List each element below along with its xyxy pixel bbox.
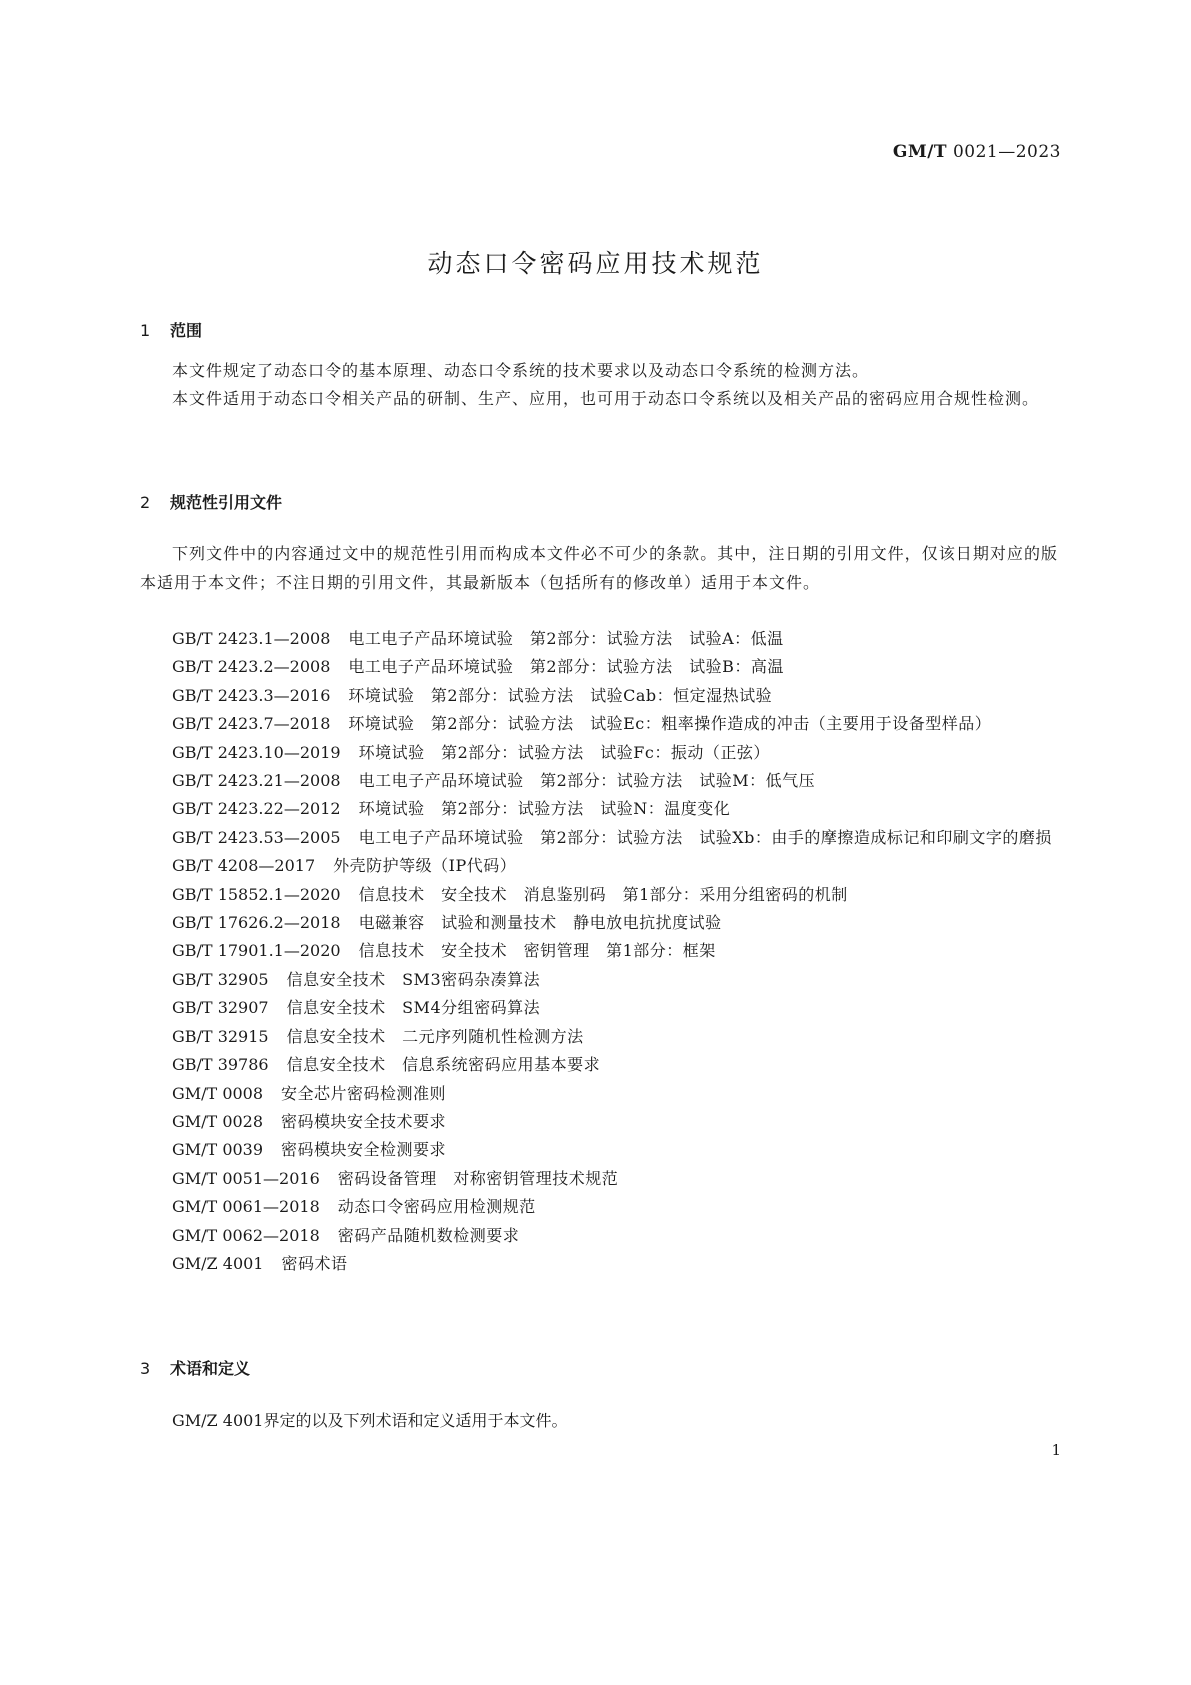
reference-title: 电磁兼容 试验和测量技术 静电放电抗扰度试验	[358, 913, 722, 933]
reference-code: GB/T 2423.2—2008	[172, 657, 331, 677]
reference-code: GB/T 2423.22—2012	[172, 799, 341, 819]
reference-title: 密码模块安全检测要求	[281, 1140, 447, 1160]
section-heading-normative-references	[140, 490, 282, 513]
reference-title: 动态口令密码应用检测规范	[337, 1197, 536, 1217]
reference-item	[140, 653, 1058, 681]
reference-item	[140, 1222, 1058, 1250]
reference-title: 安全芯片密码检测准则	[281, 1083, 447, 1103]
reference-item	[140, 824, 1058, 852]
reference-item	[140, 1136, 1058, 1164]
reference-item	[140, 1193, 1058, 1221]
reference-title: 环境试验 第2部分：试验方法 试验Fc：振动（正弦）	[358, 742, 770, 762]
section-number: 1	[140, 321, 151, 340]
reference-title: 电工电子产品环境试验 第2部分：试验方法 试验A：低温	[348, 629, 784, 648]
section-heading-terms-and-definitions	[140, 1356, 250, 1379]
terms-intro-paragraph: GM/Z 4001界定的以及下列术语和定义适用于本文件。	[172, 1411, 568, 1430]
reference-title: 电工电子产品环境试验 第2部分：试验方法 试验M：低气压	[358, 771, 816, 791]
reference-title: 信息技术 安全技术 密钥管理 第1部分：框架	[358, 941, 716, 961]
scope-paragraph: 本文件规定了动态口令的基本原理、动态口令系统的技术要求以及动态口令系统的检测方法。	[172, 361, 870, 380]
reference-title: 电工电子产品环境试验 第2部分：试验方法 试验Xb：由手的摩擦造成标记和印刷文字的磨损	[358, 827, 1052, 847]
reference-code: GM/T 0028	[172, 1111, 264, 1131]
reference-code: GB/T 2423.3—2016	[172, 685, 331, 705]
reference-item	[140, 795, 1058, 823]
reference-title: 密码产品随机数检测要求	[337, 1225, 520, 1245]
reference-title: 信息安全技术 信息系统密码应用基本要求	[286, 1055, 601, 1075]
references-intro-paragraph: 下列文件中的内容通过文中的规范性引用而构成本文件必不可少的条款。其中，注日期的引用文件，仅该日期对应的版本适用于本文件；不注日期的引用文件，其最新版本（包括所有的修改单）适用于本文件。	[140, 544, 1058, 592]
reference-code: GM/Z 4001	[172, 1253, 264, 1273]
reference-title: 密码术语	[281, 1253, 348, 1273]
reference-title: 信息安全技术 二元序列随机性检测方法	[286, 1026, 584, 1046]
reference-code: GM/T 0039	[172, 1140, 264, 1160]
reference-item	[140, 739, 1058, 767]
reference-title: 密码设备管理 对称密钥管理技术规范	[337, 1168, 619, 1188]
reference-list	[140, 625, 1058, 1278]
reference-code: GB/T 4208—2017	[172, 856, 316, 876]
document-title: 动态口令密码应用技术规范	[427, 249, 764, 278]
page-number: 1	[1051, 1441, 1061, 1459]
reference-title: 信息安全技术 SM4分组密码算法	[286, 998, 541, 1018]
reference-title: 信息技术 安全技术 消息鉴别码 第1部分：采用分组密码的机制	[358, 884, 848, 904]
reference-code: GB/T 2423.7—2018	[172, 714, 331, 734]
reference-title: 密码模块安全技术要求	[281, 1111, 447, 1131]
reference-code: GB/T 17626.2—2018	[172, 913, 341, 933]
section-heading-scope	[140, 318, 202, 341]
reference-item	[140, 966, 1058, 994]
reference-item	[140, 625, 1058, 653]
reference-code: GB/T 17901.1—2020	[172, 941, 341, 961]
document-code	[893, 142, 1061, 162]
reference-title: 环境试验 第2部分：试验方法 试验N：温度变化	[358, 799, 731, 819]
reference-item	[140, 881, 1058, 909]
section-title: 术语和定义	[170, 1359, 251, 1378]
reference-title: 环境试验 第2部分：试验方法 试验Cab：恒定湿热试验	[348, 685, 773, 705]
reference-item	[140, 909, 1058, 937]
reference-code: GM/T 0062—2018	[172, 1225, 320, 1245]
scope-paragraph: 本文件适用于动态口令相关产品的研制、生产、应用，也可用于动态口令系统以及相关产品的密码应用合规性检测。	[172, 389, 1040, 408]
reference-item	[140, 1250, 1058, 1278]
reference-code: GM/T 0051—2016	[172, 1168, 320, 1188]
reference-item	[140, 994, 1058, 1022]
reference-title: 信息安全技术 SM3密码杂凑算法	[286, 969, 541, 989]
section-title: 范围	[170, 321, 203, 340]
section-number: 3	[140, 1359, 151, 1378]
document-code-number: 0021—2023	[952, 142, 1061, 162]
section-title: 规范性引用文件	[170, 493, 283, 512]
reference-item	[140, 710, 1058, 738]
reference-code: GM/T 0061—2018	[172, 1197, 320, 1217]
reference-code: GB/T 32915	[172, 1026, 269, 1046]
reference-title: 电工电子产品环境试验 第2部分：试验方法 试验B：高温	[348, 657, 784, 677]
document-code-prefix: GM/T	[892, 142, 948, 162]
reference-item	[140, 1108, 1058, 1136]
reference-code: GB/T 2423.21—2008	[172, 771, 341, 791]
reference-item	[140, 682, 1058, 710]
reference-code: GB/T 2423.53—2005	[172, 827, 341, 847]
reference-item	[140, 767, 1058, 795]
reference-code: GB/T 32907	[172, 998, 269, 1018]
reference-item	[140, 852, 1058, 880]
reference-title: 环境试验 第2部分：试验方法 试验Ec：粗率操作造成的冲击（主要用于设备型样品）	[348, 714, 992, 734]
reference-item	[140, 1023, 1058, 1051]
reference-code: GM/T 0008	[172, 1083, 264, 1103]
reference-code: GB/T 2423.10—2019	[172, 742, 341, 762]
reference-code: GB/T 2423.1—2008	[172, 629, 331, 648]
section-number: 2	[140, 493, 151, 512]
reference-item	[140, 1051, 1058, 1079]
reference-code: GB/T 32905	[172, 969, 269, 989]
reference-title: 外壳防护等级（IP代码）	[333, 856, 517, 876]
reference-code: GB/T 15852.1—2020	[172, 884, 341, 904]
reference-item	[140, 937, 1058, 965]
reference-item	[140, 1165, 1058, 1193]
reference-item	[140, 1080, 1058, 1108]
reference-code: GB/T 39786	[172, 1055, 269, 1075]
